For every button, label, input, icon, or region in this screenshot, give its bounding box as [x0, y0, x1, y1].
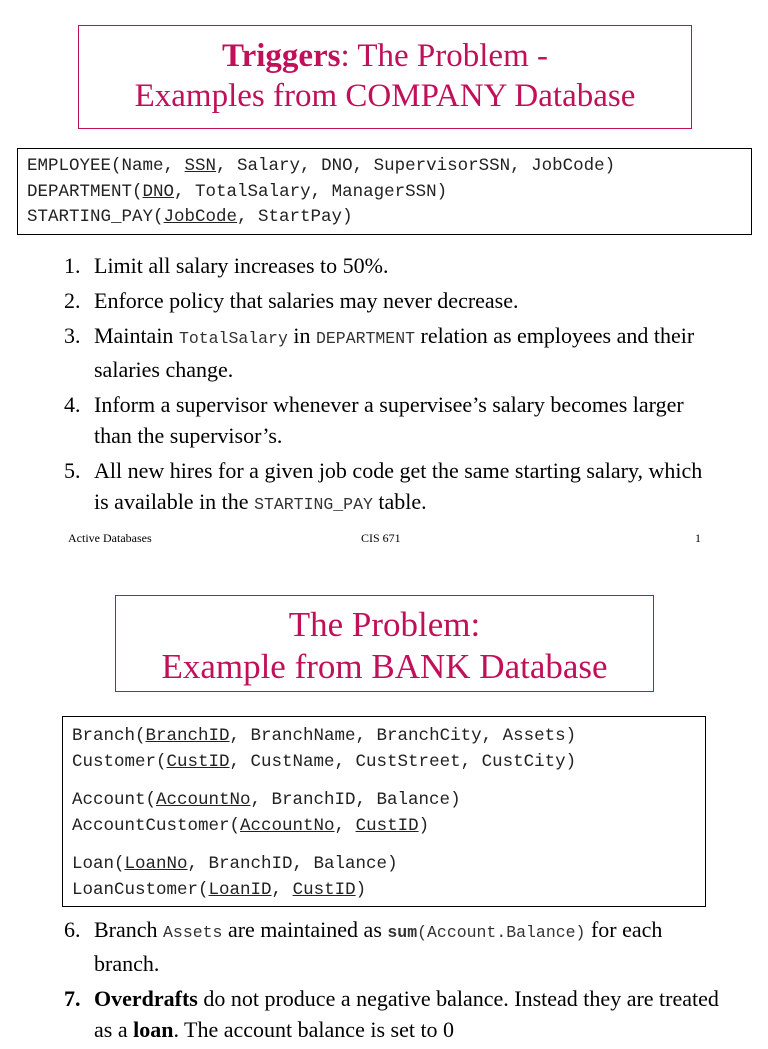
text-run: , BranchID, Balance)	[250, 790, 461, 810]
footer-page-number: 1	[695, 531, 701, 545]
text-run: Enforce policy that salaries may never decrease.	[94, 288, 519, 313]
text-run: relation as employees and their salaries change.	[94, 323, 695, 382]
list-item	[64, 389, 704, 451]
text-run: Maintain	[94, 323, 179, 348]
text-run: , StartPay)	[237, 207, 353, 227]
text-run: All new hires for a given job code get the same starting salary, which is available in the	[94, 458, 703, 514]
schema-line	[72, 814, 705, 840]
list-item-number: 1.	[64, 253, 81, 278]
text-run: Limit all salary increases to 50%.	[94, 253, 389, 278]
key-attribute: AccountNo	[240, 815, 335, 836]
schema-line	[72, 724, 705, 750]
text-run: DEPARTMENT(	[27, 181, 143, 202]
list-item	[64, 914, 724, 979]
schema-line	[27, 154, 751, 180]
schema-group-gap	[72, 839, 705, 852]
bold-term: loan	[133, 1017, 174, 1042]
schema-line	[27, 205, 751, 231]
key-attribute: CustID	[292, 879, 356, 900]
text-run: Loan(	[72, 854, 125, 874]
schema-line	[72, 878, 705, 904]
code-term: Assets	[163, 923, 223, 942]
text-run: in	[287, 323, 316, 348]
schema-line	[27, 180, 751, 206]
text-run: table.	[372, 489, 427, 514]
text-run: Account(	[72, 790, 157, 810]
bold-term: Overdrafts	[94, 986, 198, 1011]
schema-line	[72, 750, 705, 776]
text-run: LoanCustomer(	[72, 879, 209, 900]
text-run: . The account balance is set to 0	[173, 1017, 455, 1042]
list-item	[64, 320, 704, 385]
list-item	[64, 250, 704, 281]
list-item	[64, 455, 704, 520]
slide1-title-box	[78, 25, 692, 129]
key-attribute: DNO	[142, 181, 175, 202]
key-attribute: LoanNo	[124, 854, 188, 874]
text-run: , TotalSalary, ManagerSSN)	[174, 181, 448, 202]
text-run: ,	[271, 879, 293, 900]
slide1-title-rest: : The Problem -	[340, 38, 548, 74]
footer-center: CIS 671	[361, 531, 401, 545]
text-run: Inform a supervisor whenever a supervisee’s salary becomes larger than the supervisor’s.	[94, 392, 684, 448]
key-attribute: JobCode	[163, 207, 238, 227]
code-term: sum	[387, 923, 418, 942]
slide1-title-line1	[79, 36, 691, 76]
text-run: Branch(	[72, 726, 146, 746]
text-run: , BranchName, BranchCity, Assets)	[229, 726, 577, 746]
text-run: , CustName, CustStreet, CustCity)	[229, 751, 577, 772]
text-run: EMPLOYEE(Name,	[27, 156, 185, 176]
slide2-title-line1: The Problem:	[288, 605, 481, 644]
slide1-title-line2: Examples from COMPANY Database	[134, 78, 636, 114]
list-item-number: 5.	[64, 458, 81, 483]
list-item-number: 7.	[64, 986, 81, 1011]
key-attribute: CustID	[166, 751, 230, 772]
key-attribute: CustID	[355, 815, 419, 836]
text-run: for each branch.	[94, 917, 663, 976]
text-run: STARTING_PAY(	[27, 207, 164, 227]
footer-left: Active Databases	[68, 531, 152, 545]
text-run: , BranchID, Balance)	[187, 854, 398, 874]
slide1-title-bold: Triggers	[222, 38, 341, 74]
code-term: STARTING_PAY	[254, 495, 373, 514]
text-run: Customer(	[72, 751, 167, 772]
key-attribute: LoanID	[208, 879, 272, 900]
key-attribute: SSN	[184, 156, 217, 176]
code-term: DEPARTMENT	[315, 329, 416, 348]
key-attribute: BranchID	[145, 726, 230, 746]
text-run: , Salary, DNO, SupervisorSSN, JobCode)	[216, 156, 616, 176]
list-item-number: 4.	[64, 392, 81, 417]
schema-line	[72, 852, 705, 878]
list-item-number: 2.	[64, 288, 81, 313]
text-run: are maintained as	[222, 917, 388, 942]
text-run: )	[355, 879, 367, 900]
text-run: )	[418, 815, 430, 836]
slide2-schema-box	[62, 716, 706, 907]
slide2-title-box	[115, 595, 654, 692]
slide2-title-line2: Example from BANK Database	[161, 647, 608, 686]
slide1-schema-box	[17, 148, 752, 235]
slide1-item-list	[64, 250, 704, 524]
list-item	[64, 285, 704, 316]
key-attribute: AccountNo	[156, 790, 251, 810]
code-term: TotalSalary	[178, 329, 288, 348]
text-run: do not produce a negative balance. Instead they are treated as a	[94, 986, 719, 1042]
schema-line	[72, 788, 705, 814]
slide2-item-list	[64, 914, 724, 1049]
text-run: AccountCustomer(	[72, 815, 241, 836]
list-item-number: 6.	[64, 917, 81, 942]
list-item	[64, 983, 724, 1045]
text-run: Branch	[94, 917, 164, 942]
text-run: ,	[334, 815, 356, 836]
list-item-number: 3.	[64, 323, 81, 348]
schema-group-gap	[72, 775, 705, 788]
code-term: (Account.Balance)	[417, 923, 586, 942]
